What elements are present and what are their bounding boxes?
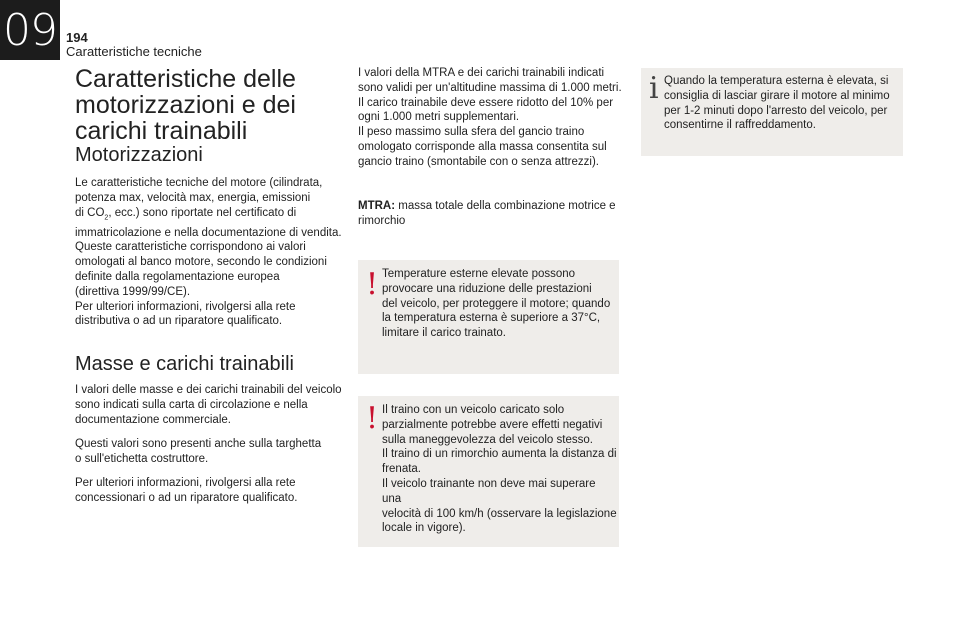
text-line: la temperatura esterna è superiore a 37°C,: [382, 312, 601, 325]
text-line: Il veicolo trainante non deve mai superare una: [382, 477, 596, 505]
engines-paragraph: [75, 176, 355, 329]
page-title-line: Caratteristiche delle: [75, 65, 296, 93]
warning-icon: !: [366, 267, 379, 302]
text-line: sulla maneggevolezza del veicolo stesso.: [382, 433, 593, 446]
text-line: Per ulteriori informazioni, rivolgersi alla rete: [75, 477, 296, 489]
text-line: Il traino con un veicolo caricato solo: [382, 404, 565, 416]
text-line: distributiva o ad un riparatore qualificato.: [75, 315, 283, 328]
masses-heading: Masse e carichi trainabili: [75, 353, 294, 375]
text-line: frenata.: [382, 463, 421, 476]
text-line: Questi valori sono presenti anche sulla targhetta: [75, 438, 322, 450]
page-title-line: motorizzazioni e dei: [75, 91, 296, 119]
text-line: o sull'etichetta costruttore.: [75, 452, 209, 465]
text-line: Il peso massimo sulla sfera del gancio traino: [358, 126, 585, 139]
text-line: immatricolazione e nella documentazione di vendita.: [75, 226, 342, 239]
text-fragment: massa totale della combinazione motrice e: [395, 200, 616, 212]
text-line: Temperature esterne elevate possono: [382, 268, 576, 280]
text-line: Queste caratteristiche corrispondono ai valori: [75, 241, 306, 254]
text-line: Il carico trainabile deve essere ridotto del 10% per: [358, 96, 614, 109]
text-line: I valori delle masse e dei carichi trainabili del veicolo: [75, 384, 342, 396]
text-line: provocare una riduzione delle prestazioni: [382, 282, 592, 295]
text-line: [75, 206, 355, 226]
text-line: del veicolo, per proteggere il motore; quando: [382, 297, 611, 310]
text-line: I valori della MTRA e dei carichi trainabili indicati: [358, 67, 605, 79]
text-line: per 1-2 minuti dopo l'arresto del veicolo, per: [664, 104, 888, 117]
text-line: Le caratteristiche tecniche del motore (cilindrata,: [75, 177, 323, 189]
text-line: Il traino di un rimorchio aumenta la distanza di: [382, 448, 617, 461]
text-line: [358, 199, 628, 214]
text-line: gancio traino (smontabile con o senza attrezzi).: [358, 155, 599, 168]
text-line: rimorchio: [358, 214, 406, 227]
mtra-paragraph: [358, 66, 628, 170]
warning-text: [382, 267, 617, 341]
text-line: omologato corrisponde alla massa consentita sul: [358, 140, 607, 153]
masses-paragraph-1: [75, 383, 355, 427]
text-line: limitare il carico trainato.: [382, 327, 506, 340]
masses-paragraph-2: [75, 437, 355, 467]
text-line: velocità di 100 km/h (osservare la legislazione: [382, 507, 617, 520]
chapter-number: 09: [0, 0, 60, 60]
text-line: sono indicati sulla carta di circolazione e nella: [75, 398, 308, 411]
text-line: parzialmente potrebbe avere effetti negativi: [382, 418, 603, 431]
text-fragment: , ecc.) sono riportate nel certificato di: [108, 206, 297, 219]
text-line: potenza max, velocità max, energia, emissioni: [75, 191, 311, 204]
subscript: 2: [104, 213, 109, 221]
info-text: [664, 74, 900, 133]
text-fragment: di CO: [75, 206, 105, 219]
mtra-label: MTRA:: [358, 200, 396, 212]
text-line: ogni 1.000 metri supplementari.: [358, 111, 520, 124]
text-line: (direttiva 1999/99/CE).: [75, 285, 191, 298]
warning-text: [382, 403, 617, 536]
info-icon: i: [649, 71, 659, 106]
page-number: 194: [66, 30, 88, 45]
text-line: Per ulteriori informazioni, rivolgersi alla rete: [75, 300, 296, 313]
text-line: locale in vigore).: [382, 522, 466, 535]
text-line: definite dalla regolamentazione europea: [75, 271, 280, 284]
masses-paragraph-3: [75, 476, 355, 506]
page-title: [75, 66, 355, 144]
text-line: Quando la temperatura esterna è elevata, si: [664, 75, 889, 87]
mtra-definition: [358, 199, 628, 229]
text-line: omologati al banco motore, secondo le condizioni: [75, 256, 327, 269]
text-line: consentirne il raffreddamento.: [664, 119, 816, 132]
warning-icon: !: [366, 401, 379, 436]
engines-heading: Motorizzazioni: [75, 144, 203, 166]
text-line: documentazione commerciale.: [75, 413, 231, 426]
text-line: concessionari o ad un riparatore qualificato.: [75, 491, 298, 504]
text-line: consiglia di lasciar girare il motore al minimo: [664, 89, 890, 102]
section-title: Caratteristiche tecniche: [66, 44, 202, 59]
page-title-line: carichi trainabili: [75, 117, 248, 145]
text-line: sono validi per un'altitudine massima di 1.000 metri.: [358, 81, 622, 94]
